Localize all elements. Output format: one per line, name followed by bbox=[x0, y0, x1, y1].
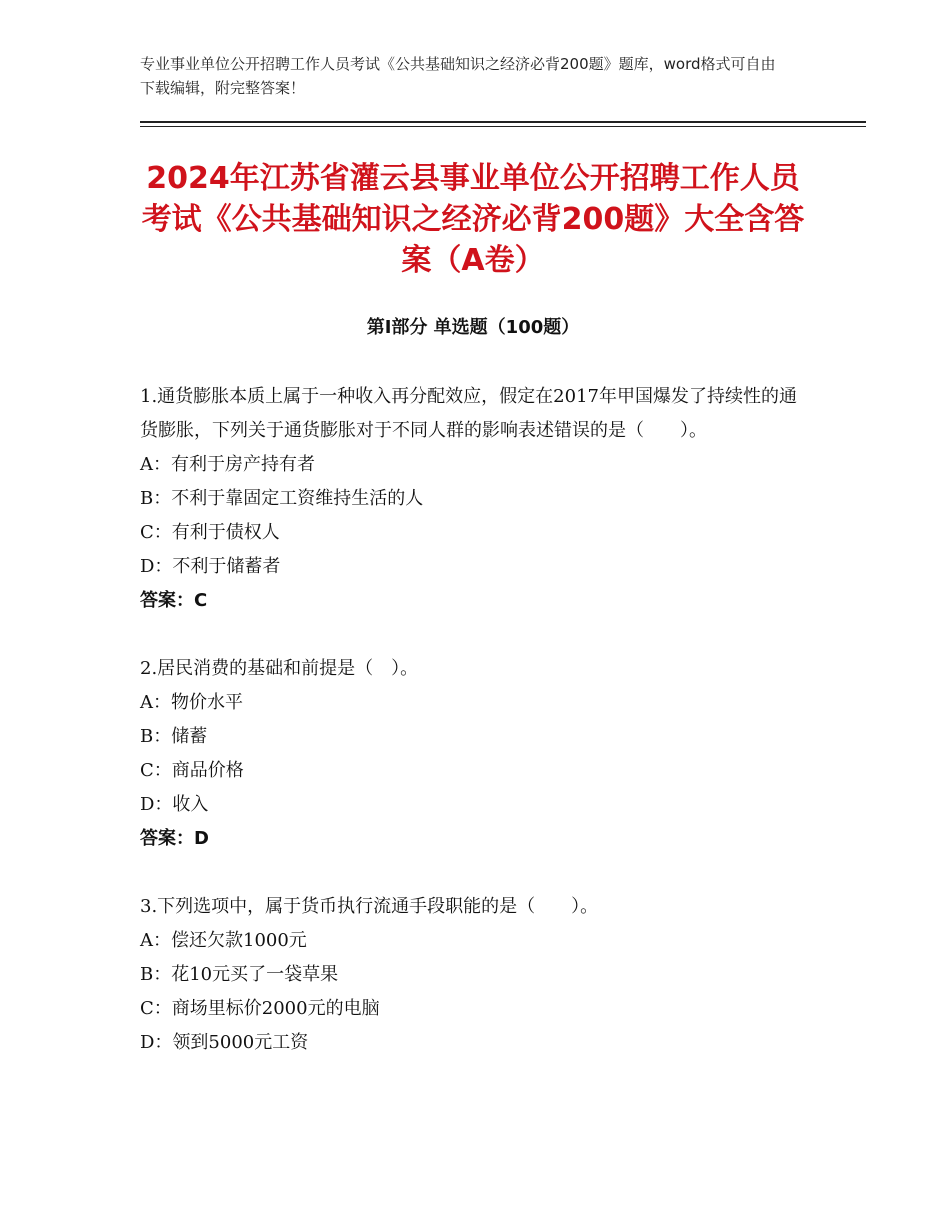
question-1 bbox=[140, 380, 810, 618]
header-note: 专业事业单位公开招聘工作人员考试《公共基础知识之经济必背200题》题库，word格式可自由下载编辑，附完整答案！ bbox=[140, 55, 776, 97]
option-a: A：物价水平 bbox=[140, 692, 243, 713]
header-rule-thin bbox=[140, 126, 866, 127]
option-c: C：有利于债权人 bbox=[140, 522, 280, 543]
option-b: B：储蓄 bbox=[140, 726, 208, 747]
header-rule-thick bbox=[140, 121, 866, 123]
question-text: 3.下列选项中，属于货币执行流通手段职能的是（ ）。 bbox=[140, 896, 599, 917]
option-c: C：商场里标价2000元的电脑 bbox=[140, 998, 380, 1019]
option-d: D：不利于储蓄者 bbox=[140, 556, 281, 577]
question-text: 1.通货膨胀本质上属于一种收入再分配效应，假定在2017年甲国爆发了持续性的通货膨胀，下列关于通货膨胀对于不同人群的影响表述错误的是（ ）。 bbox=[140, 386, 797, 441]
question-2 bbox=[140, 652, 810, 856]
option-a: A：偿还欠款1000元 bbox=[140, 930, 307, 951]
document-title: 2024年江苏省灌云县事业单位公开招聘工作人员考试《公共基础知识之经济必背200题》大全含答案（A卷） bbox=[141, 161, 805, 278]
option-a: A：有利于房产持有者 bbox=[140, 454, 315, 475]
question-text: 2.居民消费的基础和前提是（ ）。 bbox=[140, 658, 419, 679]
question-list bbox=[140, 380, 810, 1094]
question-3 bbox=[140, 890, 810, 1060]
option-c: C：商品价格 bbox=[140, 760, 244, 781]
answer: 答案：C bbox=[140, 590, 208, 611]
option-b: B：花10元买了一袋草果 bbox=[140, 964, 339, 985]
section-title: 第Ⅰ部分 单选题（100题） bbox=[366, 317, 580, 338]
option-b: B：不利于靠固定工资维持生活的人 bbox=[140, 488, 424, 509]
option-d: D：领到5000元工资 bbox=[140, 1032, 309, 1053]
answer: 答案：D bbox=[140, 828, 209, 849]
option-d: D：收入 bbox=[140, 794, 209, 815]
